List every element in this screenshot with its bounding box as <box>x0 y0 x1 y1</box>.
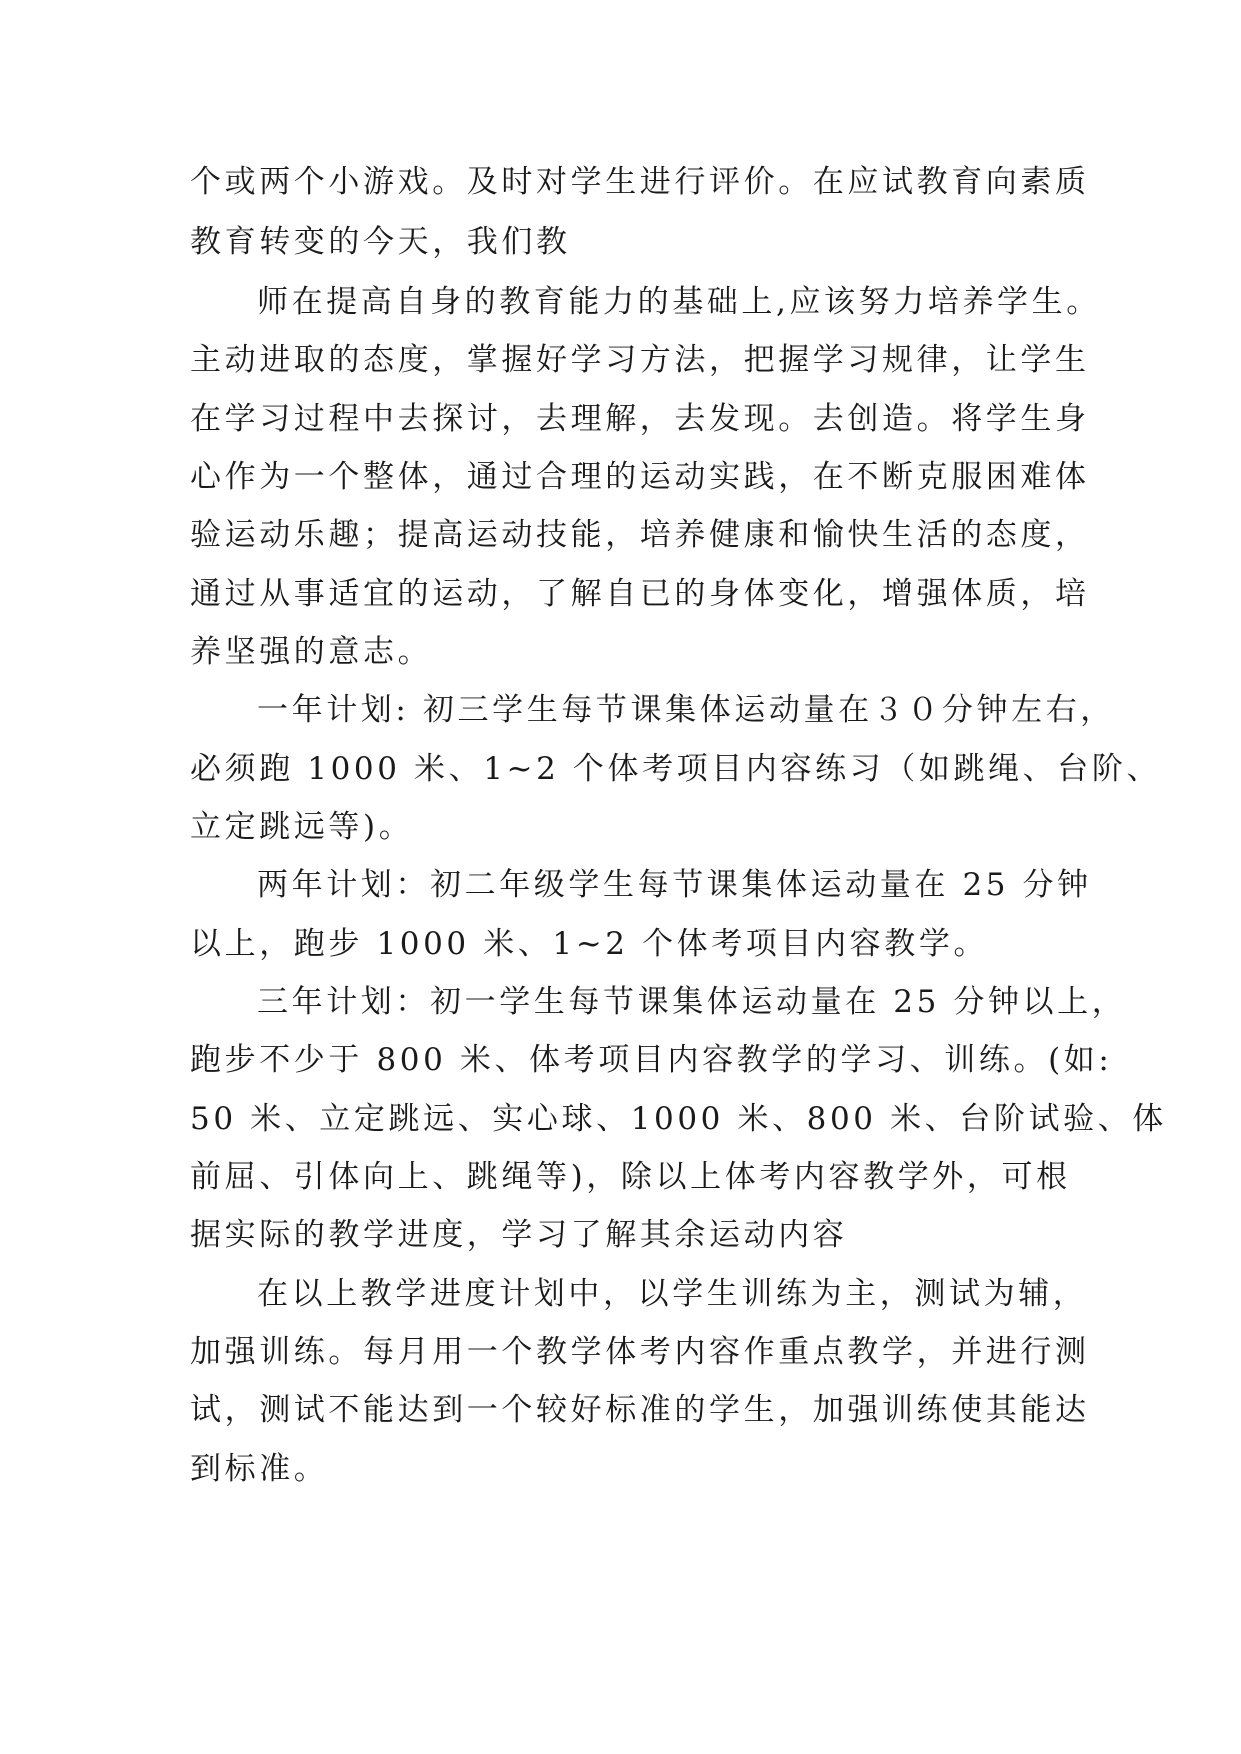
paragraph-start-line: 一年计划: 初三学生每节课集体运动量在３０分钟左右， <box>257 692 1115 728</box>
paragraph-start-line: 两年计划：初二年级学生每节课集体运动量在 25 分钟 <box>257 867 1092 903</box>
text-line: 立定跳远等)。 <box>190 809 414 845</box>
text-line: 加强训练。每月用一个教学体考内容作重点教学，并进行测 <box>190 1334 1090 1370</box>
text-line: 以上，跑步 1000 米、1~2 个体考项目内容教学。 <box>190 926 989 962</box>
text-line: 到标准。 <box>190 1451 329 1487</box>
text-line: 教育转变的今天，我们教 <box>190 224 571 260</box>
text-line: 主动进取的态度，掌握好学习方法，把握学习规律，让学生 <box>190 342 1090 378</box>
text-line: 据实际的教学进度，学习了解其余运动内容 <box>190 1217 848 1253</box>
paragraph-start-line: 师在提高自身的教育能力的基础上,应该努力培养学生。 <box>257 284 1101 320</box>
text-line: 个或两个小游戏。及时对学生进行评价。在应试教育向素质 <box>190 164 1090 200</box>
text-line: 心作为一个整体，通过合理的运动实践，在不断克服困难体 <box>190 459 1090 495</box>
text-line: 养坚强的意志。 <box>190 634 433 670</box>
text-line: 试，测试不能达到一个较好标准的学生，加强训练使其能达 <box>190 1392 1090 1428</box>
text-line: 必须跑 1000 米、1~2 个体考项目内容练习（如跳绳、台阶、 <box>190 751 1162 787</box>
text-line: 50 米、立定跳远、实心球、1000 米、800 米、台阶试验、体 <box>190 1101 1167 1137</box>
text-line: 验运动乐趣；提高运动技能，培养健康和愉快生活的态度， <box>190 517 1090 553</box>
paragraph-start-line: 三年计划：初一学生每节课集体运动量在 25 分钟以上， <box>257 984 1127 1020</box>
text-line: 通过从事适宜的运动，了解自已的身体变化，增强体质，培 <box>190 576 1090 612</box>
text-line: 跑步不少于 800 米、体考项目内容教学的学习、训练。(如: <box>190 1042 1113 1078</box>
text-line: 在学习过程中去探讨，去理解，去发现。去创造。将学生身 <box>190 401 1090 437</box>
paragraph-start-line: 在以上教学进度计划中，以学生训练为主，测试为辅， <box>257 1276 1088 1312</box>
text-line: 前屈、引体向上、跳绳等)，除以上体考内容教学外，可根 <box>190 1159 1071 1195</box>
